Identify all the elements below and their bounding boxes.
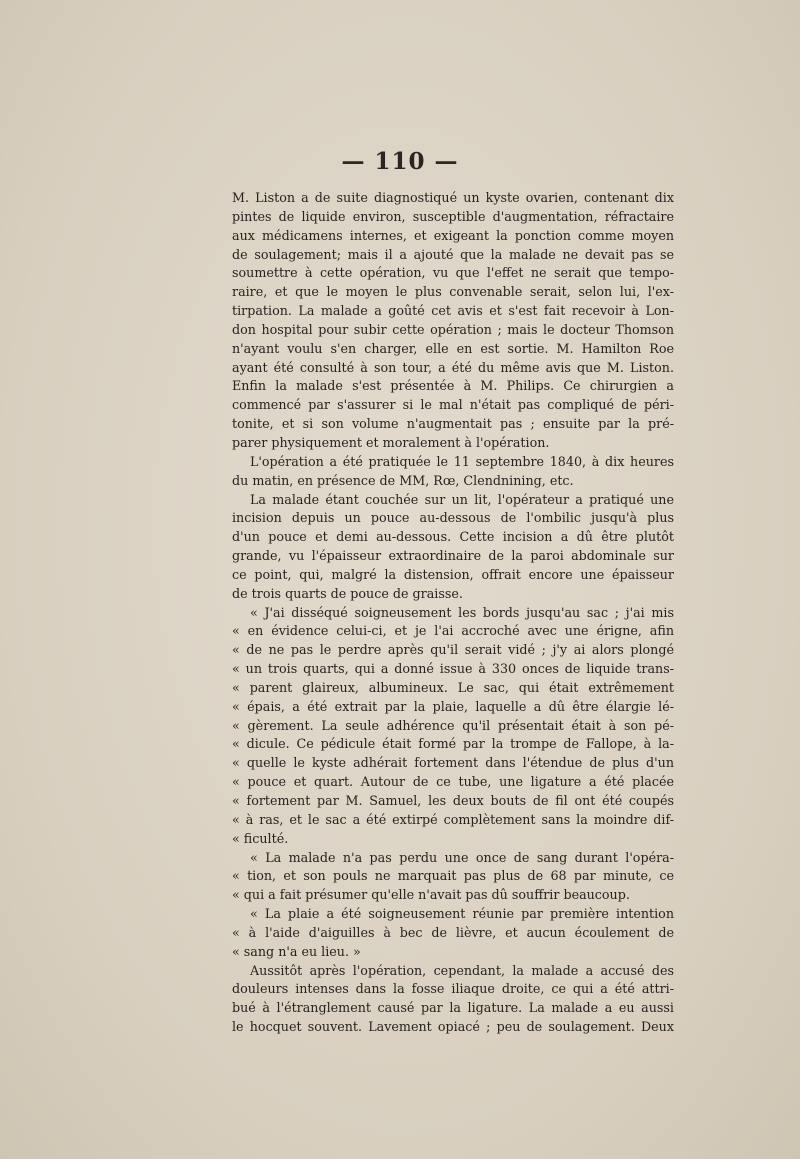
page-number: — 110 — [341,148,459,175]
text-line: ce point, qui, malgré la distension, offrait encore une épaisseur [232,566,674,582]
text-line: pintes de liquide environ, susceptible d'augmentation, réfractaire [232,208,674,224]
text-line: commencé par s'assurer si le mal n'était pas compliqué de péri- [232,397,674,413]
text-line: Enfin la malade s'est présentée à M. Philips. Ce chirurgien a [232,378,674,394]
body-text [232,189,674,1037]
text-line: La malade étant couchée sur un lit, l'opérateur a pratiqué une [250,491,674,507]
text-line: « sang n'a eu lieu. » [232,943,361,959]
text-line: d'un pouce et demi au-dessous. Cette incision a dû être plutôt [232,529,674,545]
text-line: « qui a fait présumer qu'elle n'avait pas dû souffrir beaucoup. [232,887,630,903]
text-line: « La malade n'a pas perdu une once de sang durant l'opéra- [250,849,674,865]
text-line: parer physiquement et moralement à l'opération. [232,434,550,450]
text-line: « à l'aide d'aiguilles à bec de lièvre, et aucun écoulement de [232,924,674,940]
text-line: « fortement par M. Samuel, les deux bouts de fil ont été coupés [232,793,674,808]
text-line: incision depuis un pouce au-dessous de l'ombilic jusqu'à plus [232,510,674,526]
text-line: n'ayant voulu s'en charger, elle en est sortie. M. Hamilton Roe [232,340,674,356]
text-line: aux médicamens internes, et exigeant la ponction comme moyen [232,227,674,243]
text-line: tonite, et si son volume n'augmentait pas ; ensuite par la pré- [232,416,674,432]
text-line: de trois quarts de pouce de graisse. [232,585,463,601]
text-line: Aussitôt après l'opération, cependant, la malade a accusé des [250,962,674,978]
text-line: bué à l'étranglement causé par la ligature. La malade a eu aussi [232,1000,674,1016]
text-line: « en évidence celui-ci, et je l'ai accroché avec une érigne, afin [232,623,674,639]
text-line: « un trois quarts, qui a donné issue à 330 onces de liquide trans- [232,661,674,677]
text-line: « pouce et quart. Autour de ce tube, une ligature a été placée [232,774,674,790]
text-line: « de ne pas le perdre après qu'il serait vidé ; j'y ai alors plongé [232,642,674,658]
text-line: ayant été consulté à son tour, a été du même avis que M. Liston. [232,359,674,375]
text-line: « quelle le kyste adhérait fortement dans l'étendue de plus d'un [232,755,674,771]
text-line: douleurs intenses dans la fosse iliaque droite, ce qui a été attri- [232,981,674,997]
text-line: grande, vu l'épaisseur extraordinaire de la paroi abdominale sur [232,548,674,564]
text-line: raire, et que le moyen le plus convenable serait, selon lui, l'ex- [232,284,674,300]
text-line: don hospital pour subir cette opération ; mais le docteur Thomson [232,321,674,337]
text-line: du matin, en présence de MM, Rœ, Clendnining, etc. [232,472,574,488]
text-line: « à ras, et le sac a été extirpé complètement sans la moindre dif- [232,811,674,827]
text-line: de soulagement; mais il a ajouté que la malade ne devait pas se [232,246,674,262]
text-line: tirpation. La malade a goûté cet avis et s'est fait recevoir à Lon- [232,303,674,319]
text-line: L'opération a été pratiquée le 11 septembre 1840, à dix heures [250,453,674,469]
text-line: « ficulté. [232,830,289,846]
text-line: « parent glaireux, albumineux. Le sac, qui était extrêmement [232,679,674,695]
text-line: « tion, et son pouls ne marquait pas plus de 68 par minute, ce [232,868,674,884]
text-line: « dicule. Ce pédicule était formé par la trompe de Fallope, à la- [232,736,674,752]
text-line: M. Liston a de suite diagnostiqué un kyste ovarien, contenant dix [232,190,674,205]
text-line: le hocquet souvent. Lavement opiacé ; peu de soulagement. Deux [232,1019,674,1035]
text-line: « La plaie a été soigneusement réunie par première intention [250,906,674,922]
text-line: « gèrement. La seule adhérence qu'il présentait était à son pé- [232,717,674,733]
text-line: « épais, a été extrait par la plaie, laquelle a dû être élargie lé- [232,698,674,714]
text-line: « J'ai disséqué soigneusement les bords jusqu'au sac ; j'ai mis [250,604,674,620]
text-line: soumettre à cette opération, vu que l'effet ne serait que tempo- [232,265,674,281]
